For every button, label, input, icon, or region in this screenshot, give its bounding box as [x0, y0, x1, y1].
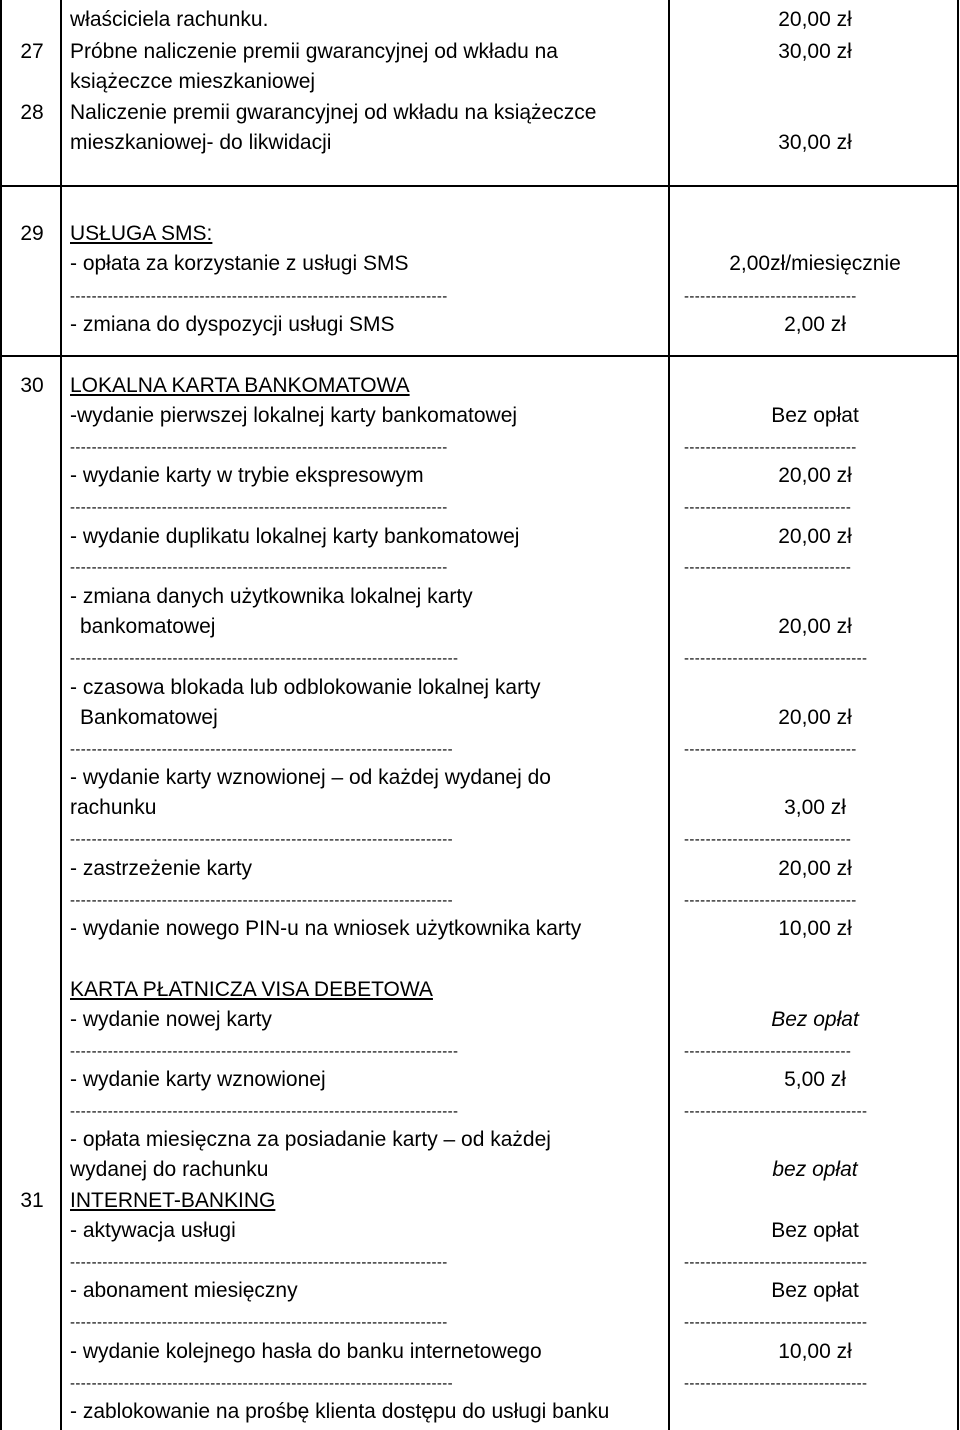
- row-text: mieszkaniowej- do likwidacji: [70, 131, 332, 154]
- separator-dashes: -------------------------------: [684, 500, 852, 516]
- section-heading: KARTA PŁATNICZA VISA DEBETOWA: [70, 978, 433, 1001]
- row-number: 27: [20, 40, 44, 63]
- fee-amount: 2,00zł/miesięcznie: [729, 252, 901, 275]
- separator-dashes: -----------------------------------------------------------------------: [70, 1376, 454, 1392]
- row-text: właściciela rachunku.: [70, 8, 269, 31]
- fee-label: - wydanie duplikatu lokalnej karty bankomatowej: [70, 525, 520, 548]
- separator-dashes: --------------------------------: [684, 742, 857, 758]
- row-amount: 30,00 zł: [778, 131, 852, 154]
- fee-label: - wydanie karty wznowionej: [70, 1068, 326, 1091]
- fee-amount: 2,00 zł: [784, 313, 846, 336]
- fee-amount: 10,00 zł: [778, 917, 852, 940]
- section-heading: INTERNET-BANKING: [70, 1189, 276, 1212]
- separator-dashes: ----------------------------------------------------------------------: [70, 1315, 448, 1331]
- row-amount: 20,00 zł: [778, 8, 852, 31]
- fee-label: wydanej do rachunku: [70, 1158, 269, 1181]
- row-text: Naliczenie premii gwarancyjnej od wkładu na książeczce: [70, 101, 597, 124]
- separator-dashes: ----------------------------------: [684, 1376, 868, 1392]
- separator-dashes: -----------------------------------------------------------------------: [70, 893, 454, 909]
- separator-dashes: -----------------------------------------------------------------------: [70, 742, 454, 758]
- fee-amount: 5,00 zł: [784, 1068, 846, 1091]
- separator-dashes: ----------------------------------: [684, 1104, 868, 1120]
- fee-label: - zmiana do dyspozycji usługi SMS: [70, 313, 395, 336]
- table-border-left: [0, 0, 2, 1430]
- row-number: 28: [20, 101, 44, 124]
- fee-label: - wydanie nowej karty: [70, 1008, 272, 1031]
- separator-dashes: --------------------------------: [684, 440, 857, 456]
- row-amount: 30,00 zł: [778, 40, 852, 63]
- fee-label: bankomatowej: [80, 615, 216, 638]
- row-text: książeczce mieszkaniowej: [70, 70, 316, 93]
- fee-amount: Bez opłat: [771, 1008, 859, 1031]
- separator-dashes: -------------------------------: [684, 832, 852, 848]
- separator-dashes: -----------------------------------------------------------------------: [70, 832, 454, 848]
- separator-dashes: ----------------------------------------------------------------------: [70, 440, 448, 456]
- fee-amount: 20,00 zł: [778, 464, 852, 487]
- fee-label: - wydanie karty wznowionej – od każdej wydanej do: [70, 766, 551, 789]
- fee-amount: 20,00 zł: [778, 857, 852, 880]
- fee-label: Bankomatowej: [80, 706, 218, 729]
- fee-amount: 20,00 zł: [778, 706, 852, 729]
- fee-label: - wydanie karty w trybie ekspresowym: [70, 464, 424, 487]
- fee-amount: Bez opłat: [771, 1219, 859, 1242]
- section-heading: LOKALNA KARTA BANKOMATOWA: [70, 374, 410, 397]
- separator-dashes: ------------------------------------------------------------------------: [70, 1104, 459, 1120]
- fee-label: -wydanie pierwszej lokalnej karty bankomatowej: [70, 404, 518, 427]
- table-divider-amount: [668, 0, 670, 1430]
- fee-amount: 20,00 zł: [778, 525, 852, 548]
- fee-label: - czasowa blokada lub odblokowanie lokalnej karty: [70, 676, 541, 699]
- section-heading: USŁUGA SMS:: [70, 222, 213, 245]
- fee-label: - opłata za korzystanie z usługi SMS: [70, 252, 409, 275]
- separator-dashes: ----------------------------------: [684, 1255, 868, 1271]
- table-row-separator: [0, 185, 959, 187]
- separator-dashes: --------------------------------: [684, 893, 857, 909]
- separator-dashes: -------------------------------: [684, 1044, 852, 1060]
- fee-label: - zastrzeżenie karty: [70, 857, 253, 880]
- fee-amount: 20,00 zł: [778, 615, 852, 638]
- row-number: 31: [20, 1189, 44, 1212]
- row-text: Próbne naliczenie premii gwarancyjnej od wkładu na: [70, 40, 558, 63]
- row-number: 29: [20, 222, 44, 245]
- fee-amount: Bez opłat: [771, 1279, 859, 1302]
- fee-label: - opłata miesięczna za posiadanie karty – od każdej: [70, 1128, 551, 1151]
- separator-dashes: ------------------------------------------------------------------------: [70, 1044, 459, 1060]
- fee-amount: 3,00 zł: [784, 796, 846, 819]
- separator-dashes: ----------------------------------: [684, 1315, 868, 1331]
- fee-label: - aktywacja usługi: [70, 1219, 236, 1242]
- separator-dashes: ------------------------------------------------------------------------: [70, 651, 459, 667]
- fee-label: rachunku: [70, 796, 157, 819]
- separator-dashes: ----------------------------------------------------------------------: [70, 289, 448, 305]
- table-row-separator: [0, 355, 959, 357]
- fee-label: - abonament miesięczny: [70, 1279, 298, 1302]
- row-number: 30: [20, 374, 44, 397]
- separator-dashes: --------------------------------: [684, 289, 857, 305]
- separator-dashes: ----------------------------------------------------------------------: [70, 560, 448, 576]
- table-divider-number: [60, 0, 62, 1430]
- fee-label: - zmiana danych użytkownika lokalnej karty: [70, 585, 473, 608]
- separator-dashes: -------------------------------: [684, 560, 852, 576]
- fee-amount: Bez opłat: [771, 404, 859, 427]
- fee-label: - zablokowanie na prośbę klienta dostępu do usługi banku: [70, 1400, 610, 1423]
- separator-dashes: ----------------------------------------------------------------------: [70, 1255, 448, 1271]
- fee-label: - wydanie nowego PIN-u na wniosek użytkownika karty: [70, 917, 582, 940]
- fee-amount: 10,00 zł: [778, 1340, 852, 1363]
- separator-dashes: ----------------------------------: [684, 651, 868, 667]
- fee-amount: bez opłat: [772, 1158, 858, 1181]
- table-border-right: [957, 0, 959, 1430]
- separator-dashes: ----------------------------------------------------------------------: [70, 500, 448, 516]
- fee-label: - wydanie kolejnego hasła do banku internetowego: [70, 1340, 542, 1363]
